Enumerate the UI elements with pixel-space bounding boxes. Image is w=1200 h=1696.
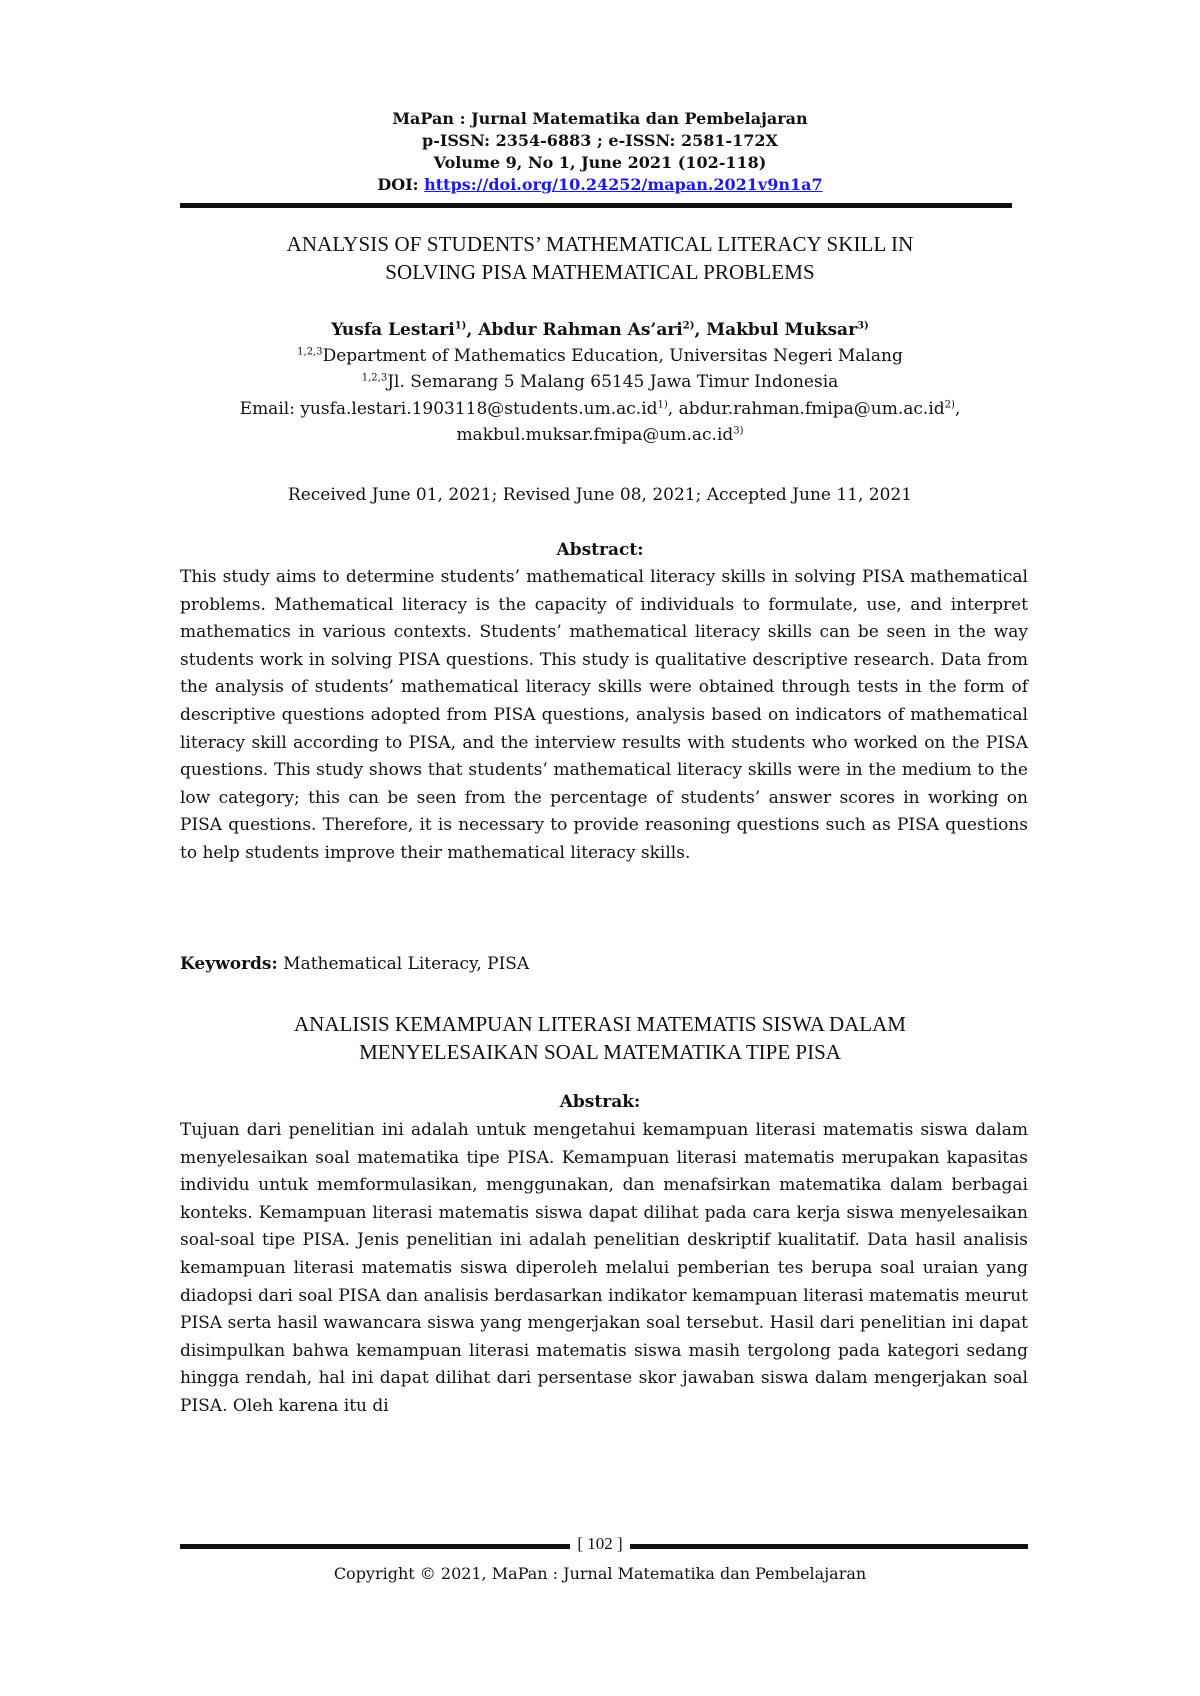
abstract-text: This study aims to determine students’ mathematical literacy skills in solving PISA mathematical problems. Mathematical literacy is the capacity of individuals to formulate, use, and interpret mathematics in various contexts. Students’ mathematical literacy skills can be seen in the way students work in solving PISA questions. This study is qualitative descriptive research. Data from the analysis of students’ mathematical literacy skills were obtained through tests in the form of descriptive questions adopted from PISA questions, analysis based on indicators of mathematical literacy skill according to PISA, and the interview results with students who worked on the PISA questions. This study shows that students’ mathematical literacy skills were in the medium to the low category; this can be seen from the percentage of students’ answer scores in working on PISA questions. Therefore, it is necessary to provide reasoning questions such as PISA questions to help students improve their mathematical literacy skills. [180, 567, 1028, 863]
email-mark: 3) [733, 425, 744, 437]
doi-label: DOI: [377, 175, 419, 194]
author-name: Abdur Rahman As’ari [478, 320, 683, 340]
author-separator: , [694, 320, 707, 340]
indonesian-title-line-1: ANALISIS KEMAMPUAN LITERASI MATEMATIS SISWA DALAM [294, 1012, 906, 1036]
page-number: [ 102 ] [577, 1534, 623, 1553]
author-separator: , [466, 320, 479, 340]
author-name: Yusfa Lestari [331, 320, 455, 340]
volume-line: Volume 9, No 1, June 2021 (102-118) [433, 153, 767, 172]
email-label: Email: [239, 399, 301, 419]
title-line-2: SOLVING PISA MATHEMATICAL PROBLEMS [385, 260, 815, 284]
footer-divider-right [630, 1544, 1028, 1549]
email-address[interactable]: yusfa.lestari.1903118@students.um.ac.id [300, 399, 658, 419]
abstract-heading: Abstract: [556, 540, 644, 560]
submission-dates: Received June 01, 2021; Revised June 08, 2021; Accepted June 11, 2021 [287, 485, 913, 505]
affiliation-mark: 1,2,3 [361, 372, 388, 384]
journal-header [180, 108, 1020, 196]
title-line-1: ANALYSIS OF STUDENTS’ MATHEMATICAL LITERACY SKILL IN [286, 232, 914, 256]
abstrak-text: Tujuan dari penelitian ini adalah untuk mengetahui kemampuan literasi matematis siswa dalam menyelesaikan soal matematika tipe PISA. Kemampuan literasi matematis merupakan kapasitas individu untuk memformulasikan, menggunakan, dan menafsirkan matematika dalam berbagai konteks. Kemampuan literasi matematis siswa dapat dilihat pada cara kerja siswa menyelesaikan soal-soal tipe PISA. Jenis penelitian ini adalah penelitian deskriptif kualitatif. Data hasil analisis kemampuan literasi matematis siswa diperoleh melalui pemberian tes berupa soal uraian yang diadopsi dari soal PISA dan analisis berdasarkan indikator kemampuan literasi matematis meurut PISA serta hasil wawancara siswa yang mengerjakan soal tersebut. Hasil dari penelitian ini dapat disimpulkan bahwa kemampuan literasi matematis siswa masih tergolong pada kategori sedang hingga rendah, hal ini dapat dilihat dari persentase skor jawaban siswa dalam mengerjakan soal PISA. Oleh karena itu di [180, 1120, 1028, 1416]
author-list [180, 318, 1020, 342]
header-divider [180, 203, 1012, 208]
footer-divider-left [180, 1544, 570, 1549]
email-mark: 1) [657, 399, 668, 411]
email-line-2 [180, 422, 1020, 448]
author-mark: 1) [454, 320, 467, 332]
affiliation-address [180, 369, 1020, 395]
keywords-label: Keywords: [180, 954, 278, 974]
email-address[interactable]: abdur.rahman.fmipa@um.ac.id [678, 399, 945, 419]
author-name: Makbul Muksar [706, 320, 858, 340]
doi-line [180, 174, 1020, 196]
department-text: Department of Mathematics Education, Universitas Negeri Malang [322, 346, 903, 366]
keywords-line [180, 954, 1020, 974]
issn-line: p-ISSN: 2354-6883 ; e-ISSN: 2581-172X [422, 131, 778, 150]
keywords-value: Mathematical Literacy, PISA [277, 954, 530, 974]
indonesian-title [180, 1010, 1020, 1066]
author-mark: 3) [857, 320, 869, 332]
email-line-1 [180, 396, 1020, 422]
email-address[interactable]: makbul.muksar.fmipa@um.ac.id [456, 425, 734, 445]
abstrak-heading: Abstrak: [559, 1092, 641, 1112]
journal-name: MaPan : Jurnal Matematika dan Pembelajaran [392, 109, 808, 128]
article-title [180, 230, 1020, 286]
copyright-notice: Copyright © 2021, MaPan : Jurnal Matematika dan Pembelajaran [333, 1564, 867, 1583]
affiliation-department [180, 343, 1020, 369]
address-text: Jl. Semarang 5 Malang 65145 Jawa Timur Indonesia [387, 372, 839, 392]
email-separator: , [954, 399, 961, 419]
indonesian-title-line-2: MENYELESAIKAN SOAL MATEMATIKA TIPE PISA [359, 1040, 841, 1064]
email-separator: , [667, 399, 679, 419]
affiliation-mark: 1,2,3 [297, 346, 323, 358]
email-mark: 2) [944, 399, 955, 411]
author-mark: 2) [682, 320, 695, 332]
doi-link[interactable]: https://doi.org/10.24252/mapan.2021v9n1a7 [424, 175, 823, 194]
